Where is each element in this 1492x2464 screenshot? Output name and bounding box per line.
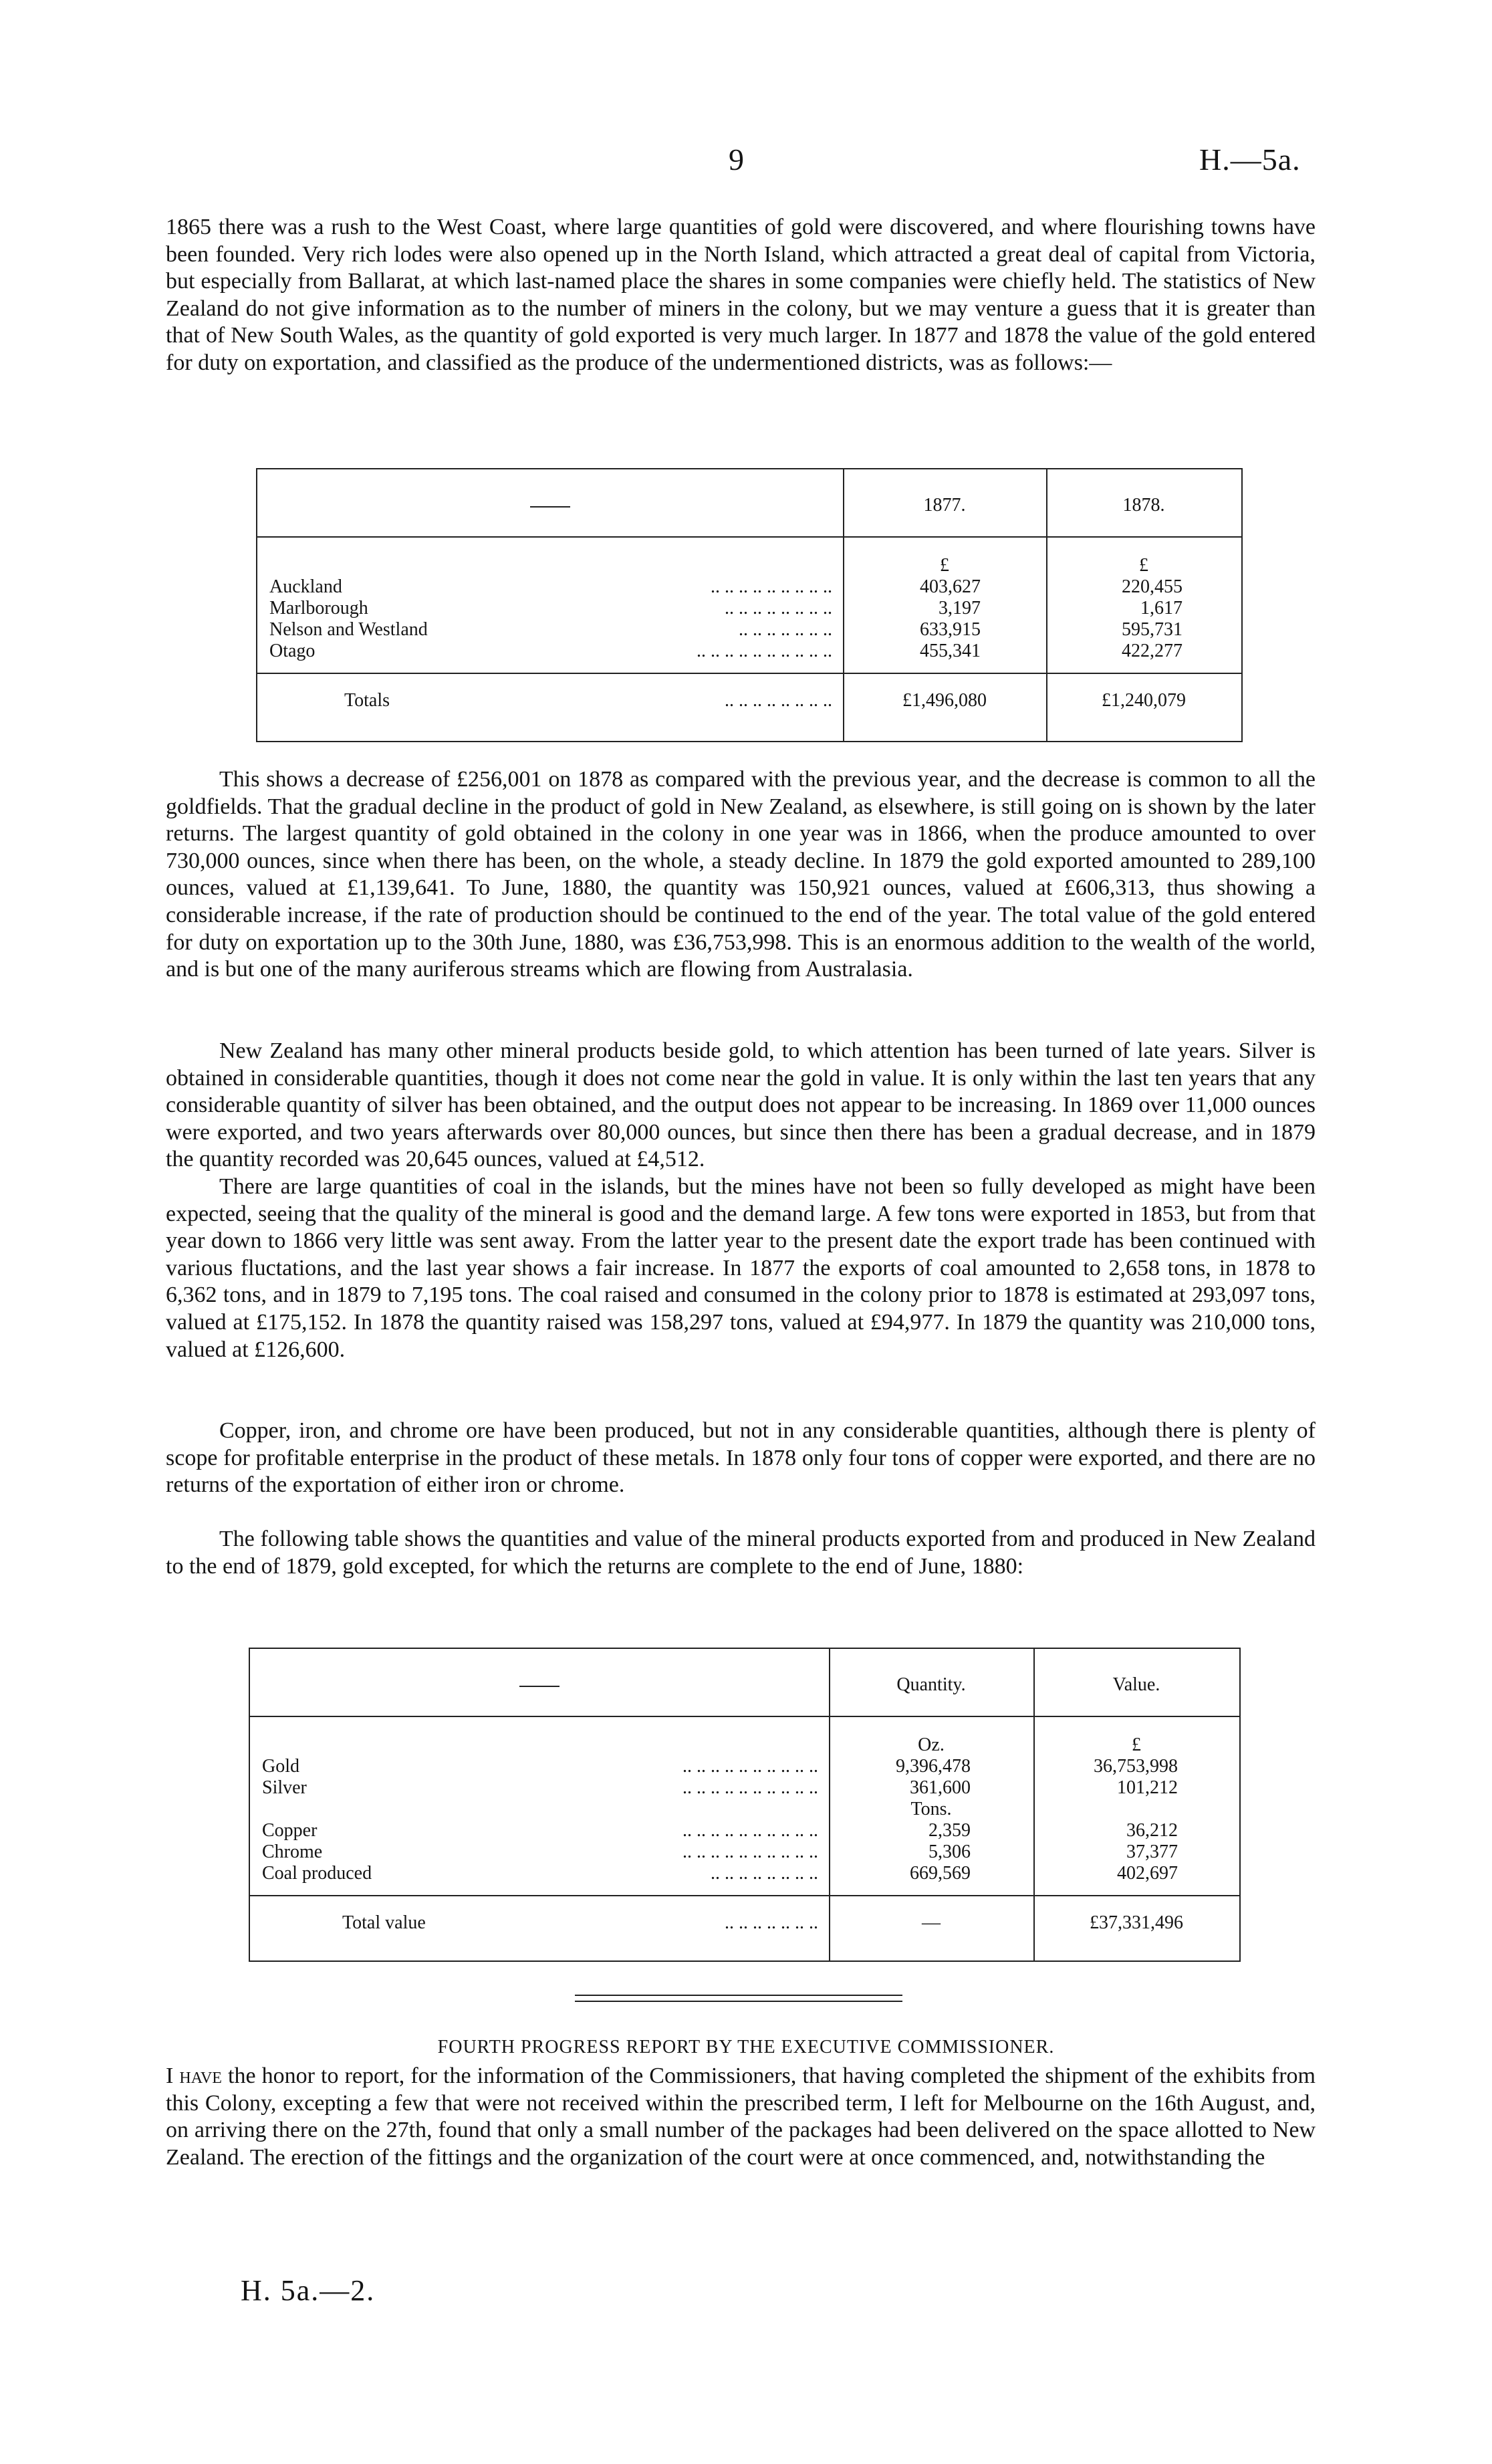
column-header-quantity: Quantity. <box>896 1674 966 1695</box>
leader-dots: .. .. .. .. .. .. .. <box>725 1912 818 1933</box>
table-row-label: Coal produced <box>262 1863 372 1884</box>
table-cell: 5,306 <box>928 1841 971 1862</box>
table-row-label: Copper <box>262 1820 318 1841</box>
table-cell: 36,212 <box>1126 1820 1178 1841</box>
table-cell: 220,455 <box>1122 576 1183 597</box>
table-row-label: Silver <box>262 1777 307 1798</box>
leader-dots: .. .. .. .. .. .. .. .. .. .. <box>682 1841 818 1862</box>
gold-district-table <box>256 468 1243 742</box>
paragraph-copper: Copper, iron, and chrome ore have been produced, but not in any considerable quantities, although there is plenty of scope for profitable enterprise in the product of these metals. In 1878 only four tons of copper were exported, and there are no returns of the exportation of either iron or chrome. <box>166 1418 1316 1498</box>
report-paragraph <box>166 2063 1316 2171</box>
table-cell: 37,377 <box>1126 1841 1178 1862</box>
page-signature: H. 5a.—2. <box>241 2274 376 2307</box>
document-reference: H.—5a. <box>1199 142 1301 177</box>
header-dash <box>257 495 843 516</box>
table-cell: 455,341 <box>920 641 981 661</box>
paragraph-coal: There are large quantities of coal in the islands, but the mines have not been so fully developed as might have been expected, seeing that the quality of the mineral is good and the demand large. A few tons were exported in 1853, but from that year down to 1866 very little was sent away. From the latter year to the present date the export trade has been continued with various fluctations, and the last year shows a fair increase. In 1877 the exports of coal amounted to 2,658 tons, in 1878 to 6,362 tons, and in 1879 to 7,195 tons. The coal raised and consumed in the colony prior to 1878 is estimated at 293,097 tons, valued at £175,152. In 1878 the quantity raised was 158,297 tons, valued at £94,977. In 1879 the quantity was 210,000 tons, valued at £126,600. <box>166 1174 1316 1362</box>
total-1878: £1,240,079 <box>1102 690 1186 711</box>
section-divider <box>575 1995 902 1996</box>
table-cell: 36,753,998 <box>1094 1756 1178 1777</box>
table-row-label: Auckland <box>269 576 342 597</box>
unit-pound-1877: £ <box>940 555 949 576</box>
table-cell: 633,915 <box>920 619 981 640</box>
table-row-label: Chrome <box>262 1841 323 1862</box>
unit-pound-1878: £ <box>1139 555 1148 576</box>
table-row-label: Otago <box>269 641 316 661</box>
leader-dots: .. .. .. .. .. .. .. .. .. .. <box>682 1777 818 1798</box>
table-cell: 1,617 <box>1140 598 1183 619</box>
leader-dots: .. .. .. .. .. .. .. .. .. <box>711 576 832 597</box>
intro-paragraph: 1865 there was a rush to the West Coast, where large quantities of gold were discovered, and where flourishing towns have been founded. Very rich lodes were also opened up in the North Island, which attracted a great deal of capital from Victoria, but especially from Ballarat, at which last-named place the shares in some companies were chiefly held. The statistics of New Zealand do not give information as to the number of miners in the colony, but we may venture a guess that it is greater than that of New South Wales, as the quantity of gold exported is very much larger. In 1877 and 1878 the value of the gold entered for duty on exportation, and classified as the produce of the undermentioned districts, was as follows:— <box>166 215 1316 375</box>
table-cell: 403,627 <box>920 576 981 597</box>
table-cell: 402,697 <box>1117 1863 1178 1884</box>
table-cell: 2,359 <box>928 1820 971 1841</box>
leader-dots: .. .. .. .. .. .. .. .. <box>725 598 832 619</box>
column-header-value: Value. <box>1112 1674 1160 1695</box>
table-row-label: Marlborough <box>269 598 368 619</box>
unit-ounces: Oz. <box>918 1734 945 1755</box>
table-row-label: Nelson and Westland <box>269 619 428 640</box>
totals-label: Totals <box>344 690 390 711</box>
paragraph-silver: New Zealand has many other mineral products beside gold, to which attention has been turned of late years. Silver is obtained in considerable quantities, though it does not come near the gold in value. It is only within the last ten years that any considerable quantity of silver has been obtained, and the output does not appear to be increasing. In 1869 over 11,000 ounces were exported, and two years afterwards over 80,000 ounces, but since then there has been a gradual decrease, and in 1879 the quantity recorded was 20,645 ounces, valued at £4,512. <box>166 1038 1316 1172</box>
report-body: the honor to report, for the information of the Commissioners, that having completed the shipment of the exhibits from this Colony, excepting a few that were not received within the prescribed term, I left for Melbourne on the 16th August, and, on arriving there on the 27th, found that only a small number of the packages had been delivered on the space allotted to New Zealand. The erection of the fittings and the organization of the court were at once commenced, and, notwithstanding the <box>166 2063 1316 2170</box>
leader-dots: .. .. .. .. .. .. .. .. <box>725 690 832 711</box>
leader-dots: .. .. .. .. .. .. .. .. .. .. <box>697 641 832 661</box>
paragraph-table-intro: The following table shows the quantities and value of the mineral products exported from and produced in New Zealand to the end of 1879, gold excepted, for which the returns are complete to the end of June, 1880: <box>166 1527 1316 1579</box>
total-value-label: Total value <box>342 1912 426 1933</box>
report-heading: FOURTH PROGRESS REPORT BY THE EXECUTIVE COMMISSIONER. <box>437 2037 1055 2057</box>
table-row-label: Gold <box>262 1756 299 1777</box>
table-cell: 9,396,478 <box>896 1756 971 1777</box>
mineral-products-table <box>249 1648 1241 1962</box>
section-divider <box>575 2001 902 2002</box>
page-number: 9 <box>729 142 744 177</box>
unit-pound: £ <box>1132 1734 1141 1755</box>
report-lead-word: I have <box>166 2063 222 2088</box>
table-cell: 3,197 <box>939 598 981 619</box>
leader-dots: .. .. .. .. .. .. .. .. .. .. <box>682 1756 818 1777</box>
leader-dots: .. .. .. .. .. .. .. .. <box>711 1863 818 1884</box>
table-cell: 101,212 <box>1117 1777 1178 1798</box>
table-cell: 361,600 <box>910 1777 971 1798</box>
leader-dots: .. .. .. .. .. .. .. <box>739 619 832 640</box>
paragraph-gold-decline: This shows a decrease of £256,001 on 1878 as compared with the previous year, and the decrease is common to all the goldfields. That the gradual decline in the product of gold in New Zealand, as elsewhere, is still going on is shown by the later returns. The largest quantity of gold obtained in the colony in one year was in 1866, when the produce amounted to over 730,000 ounces, since when there has been, on the whole, a steady decline. In 1879 the gold exported amounted to 289,100 ounces, valued at £1,139,641. To June, 1880, the quantity was 150,921 ounces, valued at £606,313, thus showing a considerable increase, if the rate of production should be continued to the end of the year. The total value of the gold entered for duty on exportation up to the 30th June, 1880, was £36,753,998. This is an enormous addition to the wealth of the world, and is but one of the many auriferous streams which are flowing from Australasia. <box>166 767 1316 982</box>
table-cell: 595,731 <box>1122 619 1183 640</box>
header-dash <box>250 1674 829 1696</box>
table-cell: 669,569 <box>910 1863 971 1884</box>
column-header-1878: 1878. <box>1122 495 1165 516</box>
leader-dots: .. .. .. .. .. .. .. .. .. .. <box>682 1820 818 1841</box>
total-1877: £1,496,080 <box>902 690 987 711</box>
unit-tons: Tons. <box>910 1799 952 1819</box>
table-cell: 422,277 <box>1122 641 1183 661</box>
column-header-1877: 1877. <box>923 495 966 516</box>
total-quantity: — <box>922 1912 941 1933</box>
total-value: £37,331,496 <box>1090 1912 1183 1933</box>
